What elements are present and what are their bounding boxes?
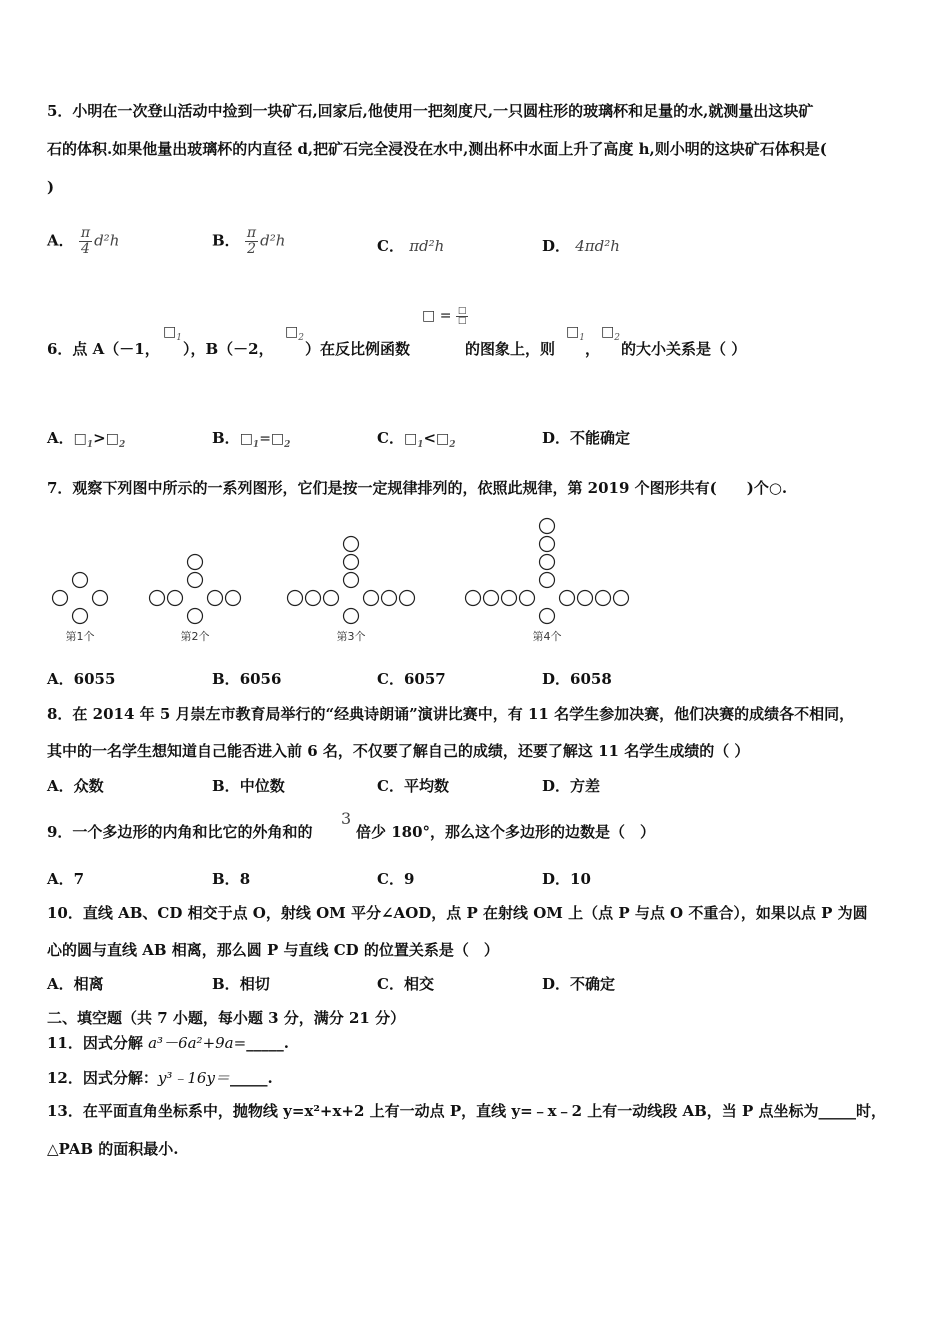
q10-option-a[interactable]: A．相离	[47, 975, 104, 993]
figure-2-circle	[168, 591, 183, 606]
q9-part-2: 倍少 180°，那么这个多边形的边数是（ ）	[356, 823, 656, 841]
q7-line-1: 7．观察下列图中所示的一系列图形，它们是按一定规律排列的，依照此规律，第 2019 个图形共有( )个○.	[47, 479, 788, 497]
q9-option-c[interactable]: C．9	[377, 870, 415, 888]
figure-4-circle	[540, 609, 555, 624]
figure-3-circle	[344, 573, 359, 588]
q5-option-a-fraction: $\frac{\pi}{4}$	[80, 225, 91, 257]
figure-3-circle	[344, 537, 359, 552]
q6-part-3: ）在反比例函数	[305, 340, 411, 358]
q6-option-d[interactable]: D．不能确定	[542, 429, 631, 447]
figure-2-circle	[208, 591, 223, 606]
q6-option-c[interactable]: C．$□_1<□_2$	[377, 429, 456, 450]
q5-line-3: )	[47, 178, 55, 196]
q9-option-d[interactable]: D．10	[542, 870, 591, 888]
q8-option-c[interactable]: C．平均数	[377, 777, 449, 795]
figure-3-circle	[344, 555, 359, 570]
q10-line-1: 10．直线 AB、CD 相交于点 O，射线 OM 平分∠AOD，点 P 在射线 OM 上（点 P 与点 O 不重合），如果以点 P 为圆	[47, 904, 868, 922]
q8-option-b[interactable]: B．中位数	[212, 777, 285, 795]
figure-4-circle	[502, 591, 517, 606]
q11-answer-blank[interactable]: _____	[246, 1034, 284, 1052]
q10-option-c[interactable]: C．相交	[377, 975, 434, 993]
q6-part-5: ，	[585, 340, 601, 358]
figure-4-circle	[540, 573, 555, 588]
figure-4-circle	[540, 555, 555, 570]
q6-option-a[interactable]: A．$□_1>□_2$	[47, 429, 126, 450]
q7-figure-sequence	[40, 512, 640, 652]
figure-3-circle	[324, 591, 339, 606]
figure-4-circle	[484, 591, 499, 606]
figure-1-label: 第1个	[65, 630, 95, 643]
q5-option-b[interactable]: B． $\frac{\pi}{2}$ d²h	[212, 225, 286, 257]
q6-y1-symbol-a: $□_1$	[163, 324, 182, 343]
q6-function-formula: □ = $\frac{□}{□}$	[422, 305, 467, 326]
figure-1-circle	[73, 609, 88, 624]
q7-option-d[interactable]: D．6058	[542, 670, 612, 688]
q9-part-1: 9．一个多边形的内角和比它的外角和的	[47, 823, 313, 841]
figure-4-circle	[466, 591, 481, 606]
figure-3-circle	[364, 591, 379, 606]
q9-option-b[interactable]: B．8	[212, 870, 251, 888]
figure-4-circle	[540, 537, 555, 552]
figure-2-circle	[188, 609, 203, 624]
figure-3-circle	[344, 609, 359, 624]
q13-line-2: △PAB 的面积最小.	[47, 1140, 179, 1158]
figure-2-circle	[150, 591, 165, 606]
q6-part-4: 的图象上，则	[465, 340, 556, 358]
figure-1-circle	[53, 591, 68, 606]
q10-line-2: 心的圆与直线 AB 相离，那么圆 P 与直线 CD 的位置关系是（ ）	[47, 941, 499, 959]
q12: 12．因式分解：y³﹣16y＝_____.	[47, 1069, 273, 1087]
figure-4-circle	[540, 519, 555, 534]
q7-option-b[interactable]: B．6056	[212, 670, 282, 688]
q5-option-c[interactable]: C． πd²h	[377, 237, 445, 255]
figure-1-circle	[93, 591, 108, 606]
q6-y2-symbol: $□_2$	[601, 324, 620, 343]
q10-option-d[interactable]: D．不确定	[542, 975, 616, 993]
section-2-heading: 二、填空题（共 7 小题，每小题 3 分，满分 21 分）	[47, 1009, 406, 1027]
figure-4-circle	[596, 591, 611, 606]
figure-4-circle	[520, 591, 535, 606]
q9-option-a[interactable]: A．7	[47, 870, 85, 888]
q5-line-1: 5．小明在一次登山活动中捡到一块矿石,回家后,他使用一把刻度尺,一只圆柱形的玻璃杯和足量的水,就测量出这块矿	[47, 102, 814, 120]
figure-2-label: 第2个	[180, 630, 210, 643]
q12-answer-blank[interactable]: _____	[229, 1069, 268, 1087]
q6-y1-symbol: $□_1$	[566, 324, 585, 343]
figure-4-circle	[578, 591, 593, 606]
q10-option-b[interactable]: B．相切	[212, 975, 270, 993]
q6-y2-symbol-b: $□_2$	[285, 324, 304, 343]
q5-option-d[interactable]: D． 4πd²h	[542, 237, 620, 255]
q7-option-c[interactable]: C．6057	[377, 670, 446, 688]
figure-4-circle	[560, 591, 575, 606]
q5-line-2: 石的体积.如果他量出玻璃杯的内直径 d,把矿石完全浸没在水中,测出杯中水面上升了高度 h,则小明的这块矿石体积是(	[47, 140, 827, 158]
figure-2-circle	[188, 573, 203, 588]
q8-line-2: 其中的一名学生想知道自己能否进入前 6 名，不仅要了解自己的成绩，还要了解这 11 名学生成绩的（ ）	[47, 742, 750, 760]
q6-part-1: 6．点 A（－1，	[47, 340, 160, 358]
figure-4-label: 第4个	[532, 630, 562, 643]
figure-3-circle	[306, 591, 321, 606]
figure-1-circle	[73, 573, 88, 588]
figure-2-circle	[226, 591, 241, 606]
q8-line-1: 8．在 2014 年 5 月崇左市教育局举行的“经典诗朗诵”演讲比赛中，有 11 名学生参加决赛，他们决赛的成绩各不相同，	[47, 705, 855, 723]
q5-option-a[interactable]: A． $\frac{\pi}{4}$ d²h	[47, 225, 120, 257]
q8-option-d[interactable]: D．方差	[542, 777, 601, 795]
q8-option-a[interactable]: A．众数	[47, 777, 104, 795]
figure-4-circle	[614, 591, 629, 606]
figure-3-circle	[382, 591, 397, 606]
figure-3-circle	[288, 591, 303, 606]
q11: 11．因式分解 a³－6a²+9a=_____.	[47, 1034, 289, 1052]
q5-option-b-fraction: $\frac{\pi}{2}$	[246, 225, 257, 257]
q13-line-1: 13．在平面直角坐标系中，抛物线 y=x²+x+2 上有一动点 P，直线 y=﹣x﹣2 上有一动线段 AB，当 P 点坐标为_____时，	[47, 1102, 887, 1120]
figure-3-circle	[400, 591, 415, 606]
figure-3-label: 第3个	[336, 630, 366, 643]
q7-option-a[interactable]: A．6055	[47, 670, 116, 688]
q9-number: 3	[341, 809, 352, 828]
q6-part-6: 的大小关系是（ ）	[621, 340, 747, 358]
q6-part-2: ），B（－2，	[183, 340, 274, 358]
figure-2-circle	[188, 555, 203, 570]
q6-option-b[interactable]: B．$□_1=□_2$	[212, 429, 291, 450]
